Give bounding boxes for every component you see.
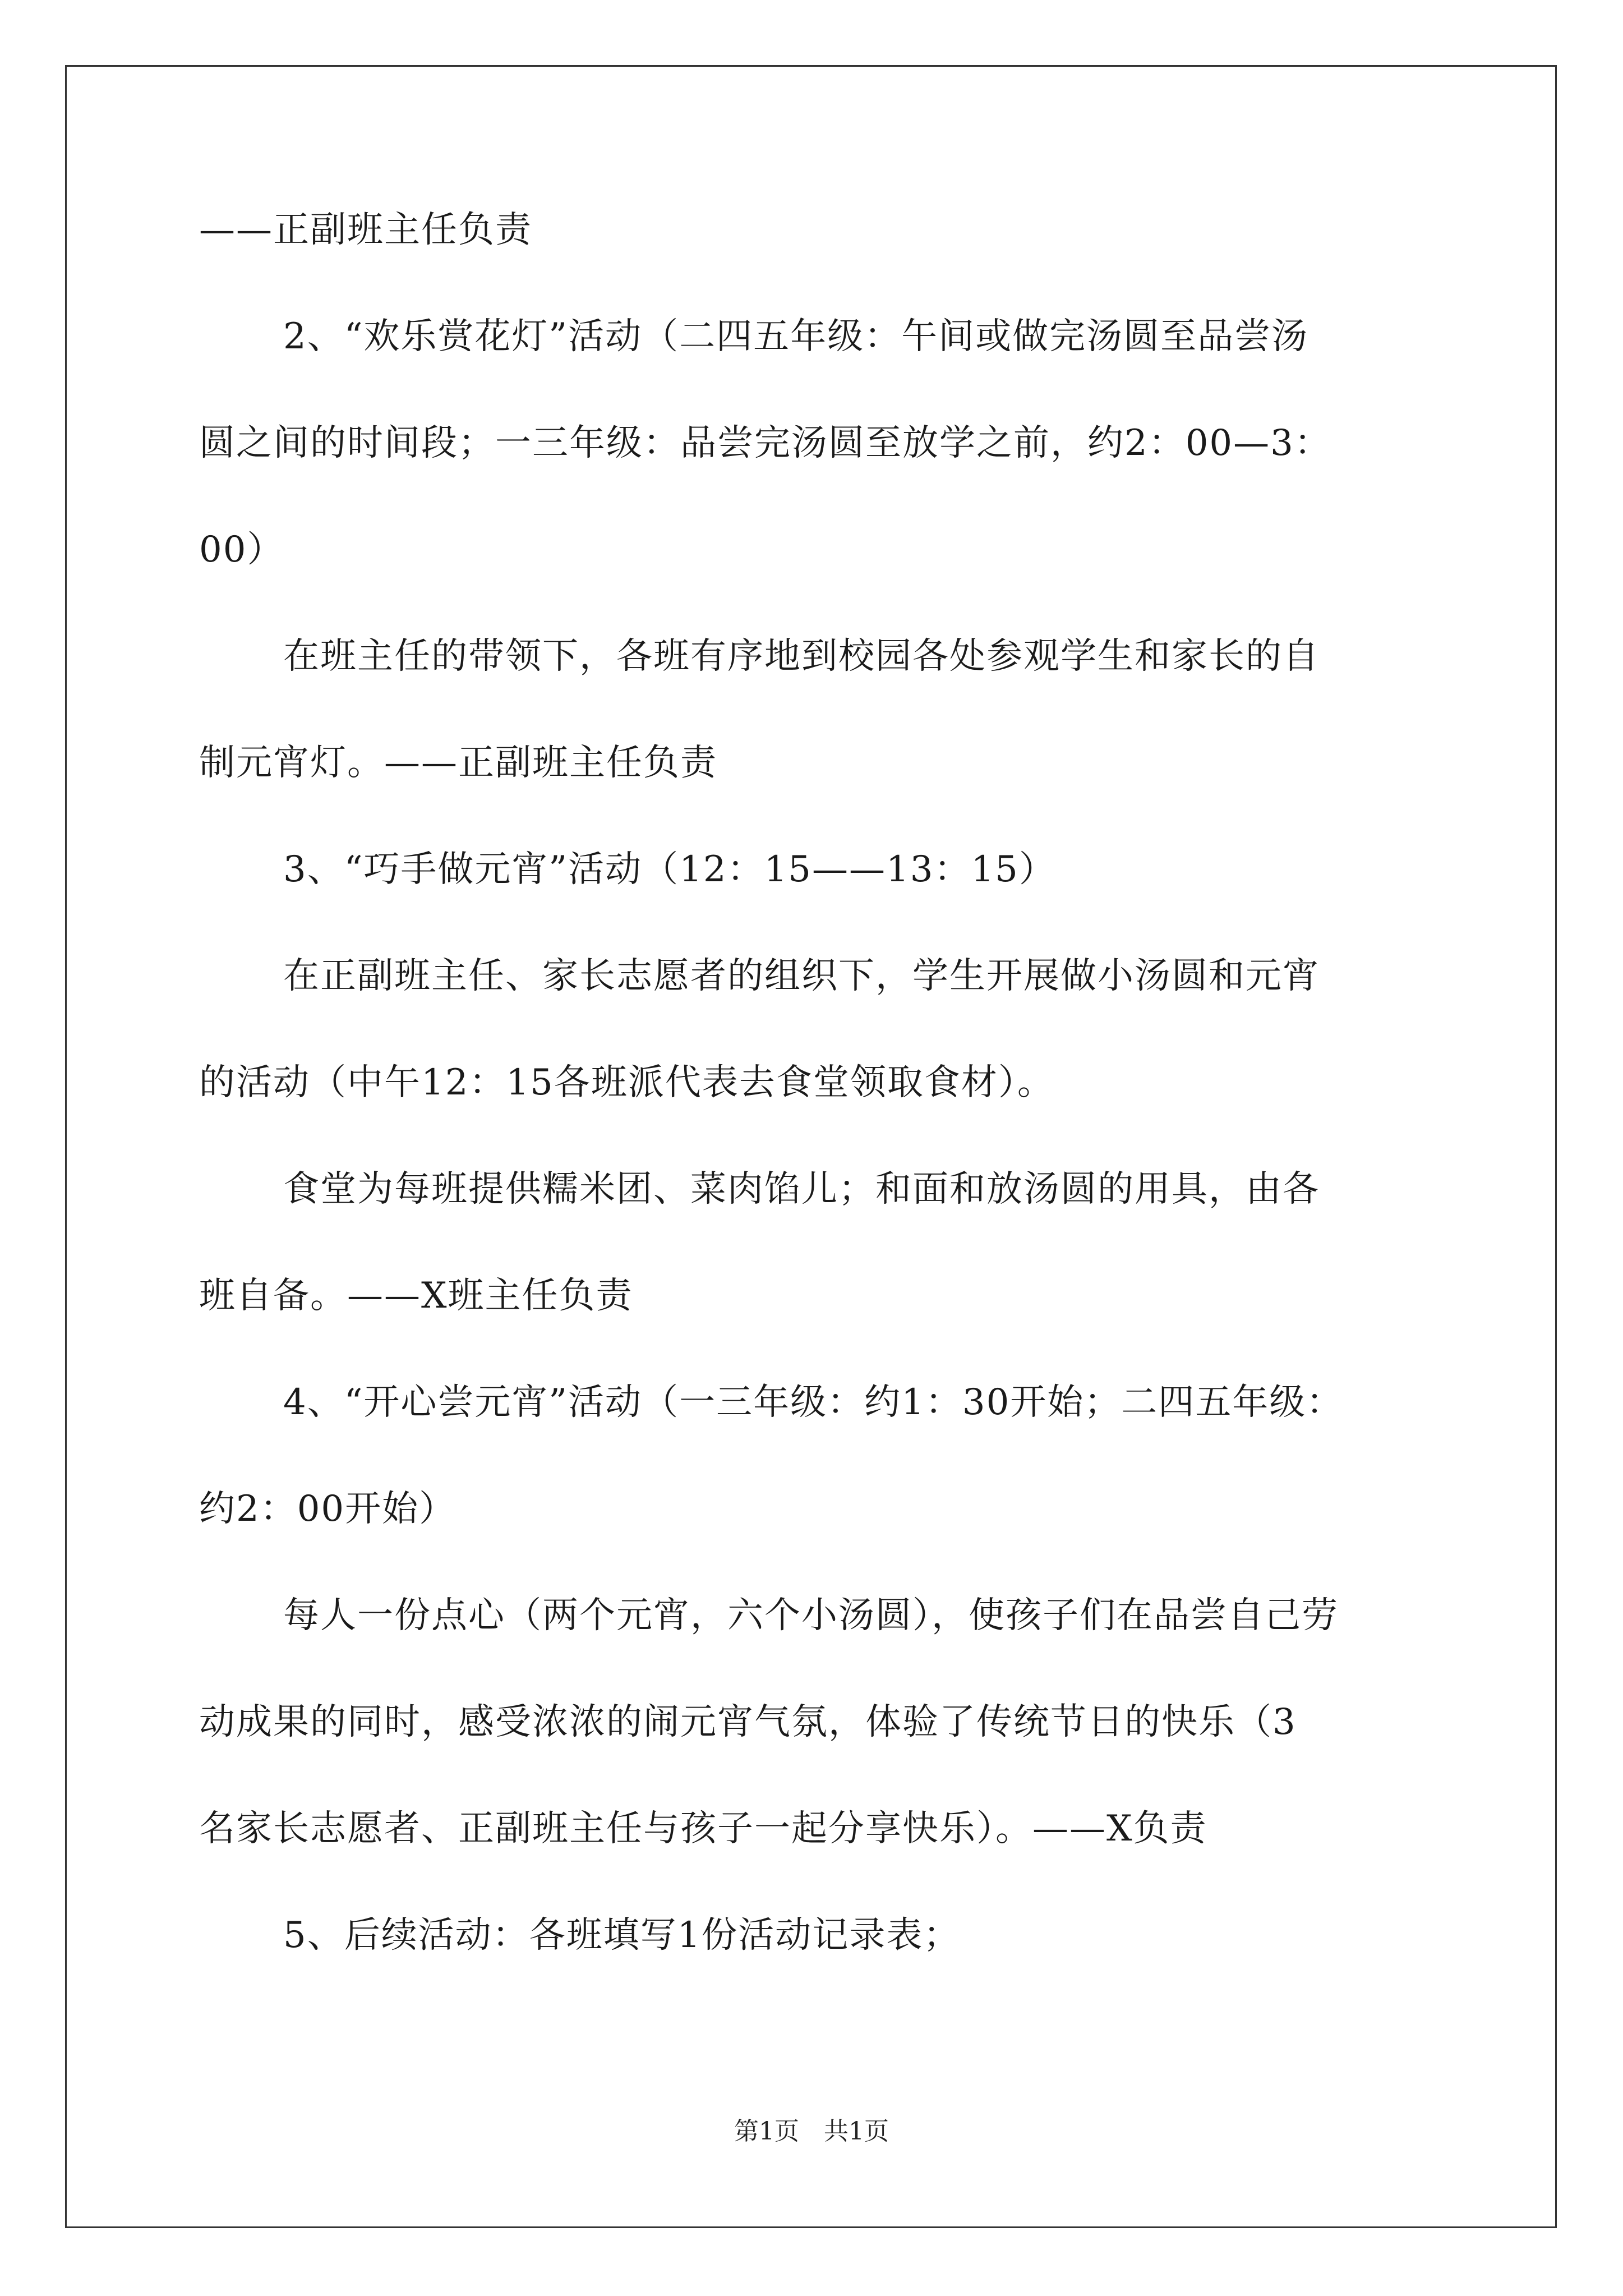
paragraph-line: 食堂为每班提供糯米团、菜肉馅儿；和面和放汤圆的用具，由各 xyxy=(283,1168,1320,1210)
text-line: 动成果的同时，感受浓浓的闹元宵气氛，体验了传统节日的快乐（3 xyxy=(199,1701,1297,1743)
text-line: 圆之间的时间段；一三年级：品尝完汤圆至放学之前，约2：00—3： xyxy=(199,422,1331,464)
section-heading: 4、“开心尝元宵”活动（一三年级：约1：30开始；二四五年级： xyxy=(283,1382,1344,1423)
section-heading: 3、“巧手做元宵”活动（12：15——13：15） xyxy=(283,849,1056,890)
text-line: 制元宵灯。——正副班主任负责 xyxy=(199,742,717,784)
page-frame xyxy=(65,65,1557,2228)
paragraph-line: 在正副班主任、家长志愿者的组织下，学生开展做小汤圆和元宵 xyxy=(283,955,1320,997)
text-line: 的活动（中午12：15各班派代表去食堂领取食材）。 xyxy=(199,1062,1054,1103)
text-line: 名家长志愿者、正副班主任与孩子一起分享快乐）。——X负责 xyxy=(199,1808,1207,1849)
paragraph-line: 在班主任的带领下，各班有序地到校园各处参观学生和家长的自 xyxy=(283,636,1320,677)
page-number: 第1页 共1页 xyxy=(734,2117,889,2146)
text-line: 约2：00开始） xyxy=(199,1488,457,1530)
text-line: 班自备。——X班主任负责 xyxy=(199,1275,633,1317)
section-heading: 2、“欢乐赏花灯”活动（二四五年级：午间或做完汤圆至品尝汤 xyxy=(283,316,1309,357)
section-heading: 5、后续活动：各班填写1份活动记录表； xyxy=(283,1915,961,1956)
text-line: 00） xyxy=(199,529,284,570)
text-line: ——正副班主任负责 xyxy=(199,209,532,251)
paragraph-line: 每人一份点心（两个元宵，六个小汤圆），使孩子们在品尝自己劳 xyxy=(283,1595,1339,1636)
